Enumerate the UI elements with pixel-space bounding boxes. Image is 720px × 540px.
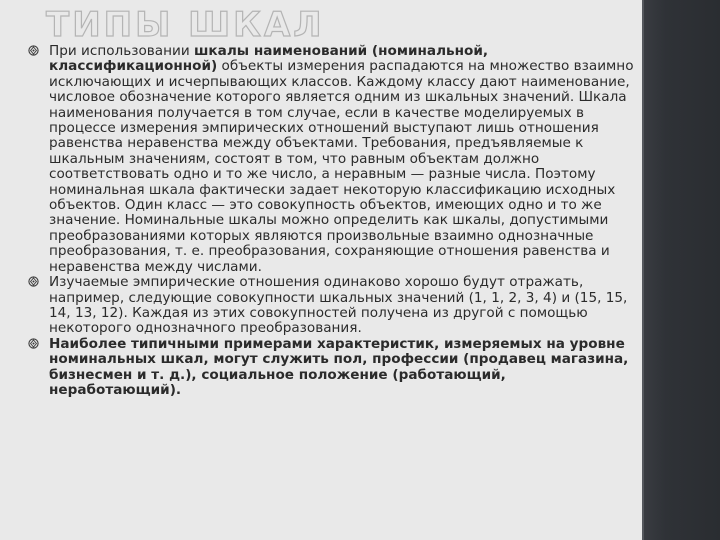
side-panel bbox=[642, 0, 720, 540]
list-item bbox=[28, 44, 634, 275]
list-item bbox=[28, 337, 634, 399]
bullet-text: Наиболее типичными примерами характеристик, измеряемых на уровне номинальных шкал, могут служить пол, профессии (продавец магазина, бизнесмен и т. д.), социальное положение (работающий, неработающий). bbox=[49, 335, 629, 398]
bullet-lead: При использовании bbox=[49, 43, 194, 59]
bullet-text: Изучаемые эмпирические отношения одинаково хорошо будут отражать, например, следующие совокупности шкальных значений (1, 1, 2, 3, 4) и (15, 15, 14, 13, 12). Каждая из этих совокупностей получена из другой с помощью некоторого однозначного преобразования. bbox=[49, 274, 628, 337]
ornamental-bullet-icon bbox=[28, 338, 39, 349]
bullet-emphasis: шкалы наименований (номинальной, классификационной) bbox=[49, 43, 489, 75]
bullet-text: объекты измерения распадаются на множество взаимно исключающих и исчерпывающих классов. Каждому классу дают наименование, числовое обозначение которого является одним из шкальных значений. Шкала наименования получается в том случае, если в качестве моделируемых в процессе измерения эмпирических отношений выступают лишь отношения равенства неравенства между объектами. Требования, предъявляемые к шкальным значениям, состоят в том, что равным объектам должно соответствовать одно и то же число, а неравным — разные числа. Поэтому номинальная шкала фактически задает некоторую классификацию исходных объектов. Один класс — это совокупность объектов, имеющих одно и то же значение. Номинальные шкалы можно определить как шкалы, допустимыми преобразованиями которых являются произвольные взаимно однозначные преобразования, т. е. преобразования, сохраняющие отношения равенства и неравенства между числами. bbox=[49, 58, 634, 275]
list-item bbox=[28, 275, 634, 337]
bullet-list bbox=[28, 44, 634, 398]
ornamental-bullet-icon bbox=[28, 276, 39, 287]
slide-title: ТИПЫ ШКАЛ bbox=[46, 5, 325, 45]
ornamental-bullet-icon bbox=[28, 45, 39, 56]
